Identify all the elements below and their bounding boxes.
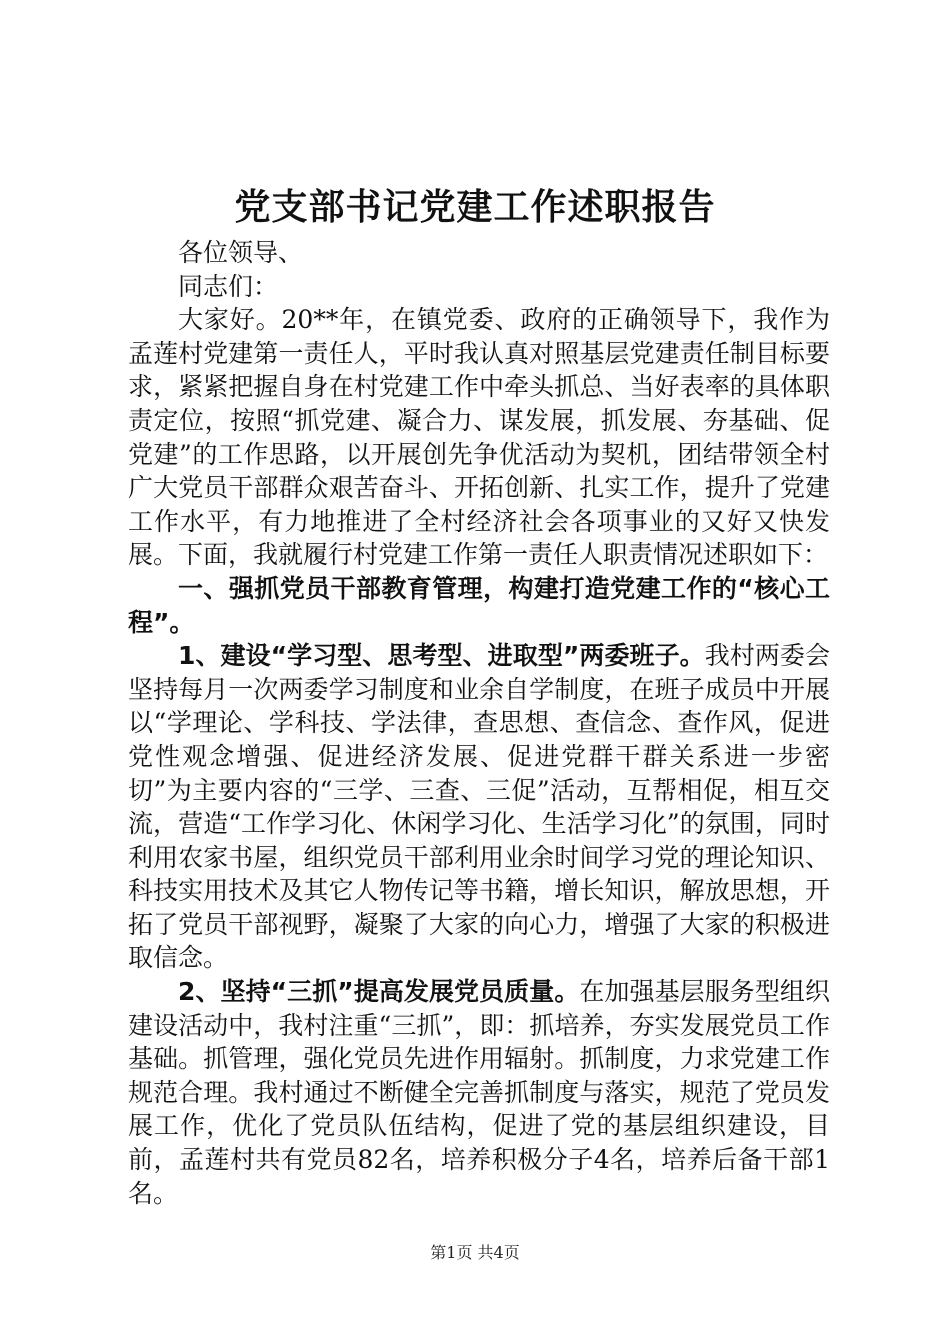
page-indicator: 第1页 共4页	[430, 1243, 520, 1262]
item-1-lead: 1、建设“学习型、思考型、进取型”两委班子。	[178, 641, 705, 671]
salutation-line-2: 同志们：	[178, 271, 279, 301]
item-2-text: 在加强基层服务型组织建设活动中，我村注重“三抓”，即：抓培养，夯实发展党员工作基础。抓管理，强化党员先进作用辐射。抓制度，力求党建工作规范合理。我村通过不断健全完善抓制度与落实，规范了党员发展工作，优化了党员队伍结构，促进了党的基层组织建设，目前，孟莲村共有党员82名，培养积极分子4名，培养后备干部1名。	[128, 977, 830, 1208]
item-2-paragraph	[128, 975, 830, 1210]
intro-paragraph: 大家好。20**年，在镇党委、政府的正确领导下，我作为孟莲村党建第一责任人，平时我认真对照基层党建责任制目标要求，紧紧把握自身在村党建工作中牵头抓总、当好表率的具体职责定位，按照“抓党建、凝合力、谋发展，抓发展、夯基础、促党建”的工作思路，以开展创先争优活动为契机，团结带领全村广大党员干部群众艰苦奋斗、开拓创新、扎实工作，提升了党建工作水平，有力地推进了全村经济社会各项事业的又好又快发展。下面，我就履行村党建工作第一责任人职责情况述职如下：	[128, 305, 830, 570]
document-title: 党支部书记党建工作述职报告	[234, 187, 716, 228]
salutation-line-1: 各位领导、	[178, 238, 304, 267]
document-body	[128, 236, 830, 1210]
item-1-text: 我村两委会坚持每月一次两委学习制度和业余自学制度，在班子成员中开展以“学理论、学科技、学法律，查思想、查信念、查作风，促进党性观念增强、促进经济发展、促进党群干群关系进一步密切”为主要内容的“三学、三查、三促”活动，互帮相促，相互交流，营造“工作学习化、休闲学习化、生活学习化”的氛围，同时利用农家书屋，组织党员干部利用业余时间学习党的理论知识、科技实用技术及其它人物传记等书籍，增长知识，解放思想，开拓了党员干部视野，凝聚了大家的向心力，增强了大家的积极进取信念。	[128, 641, 830, 973]
section-1-heading: 一、强抓党员干部教育管理，构建打造党建工作的“核心工程”。	[128, 573, 830, 637]
item-2-lead: 2、坚持“三抓”提高发展党员质量。	[178, 977, 580, 1007]
item-1-paragraph	[128, 639, 830, 975]
